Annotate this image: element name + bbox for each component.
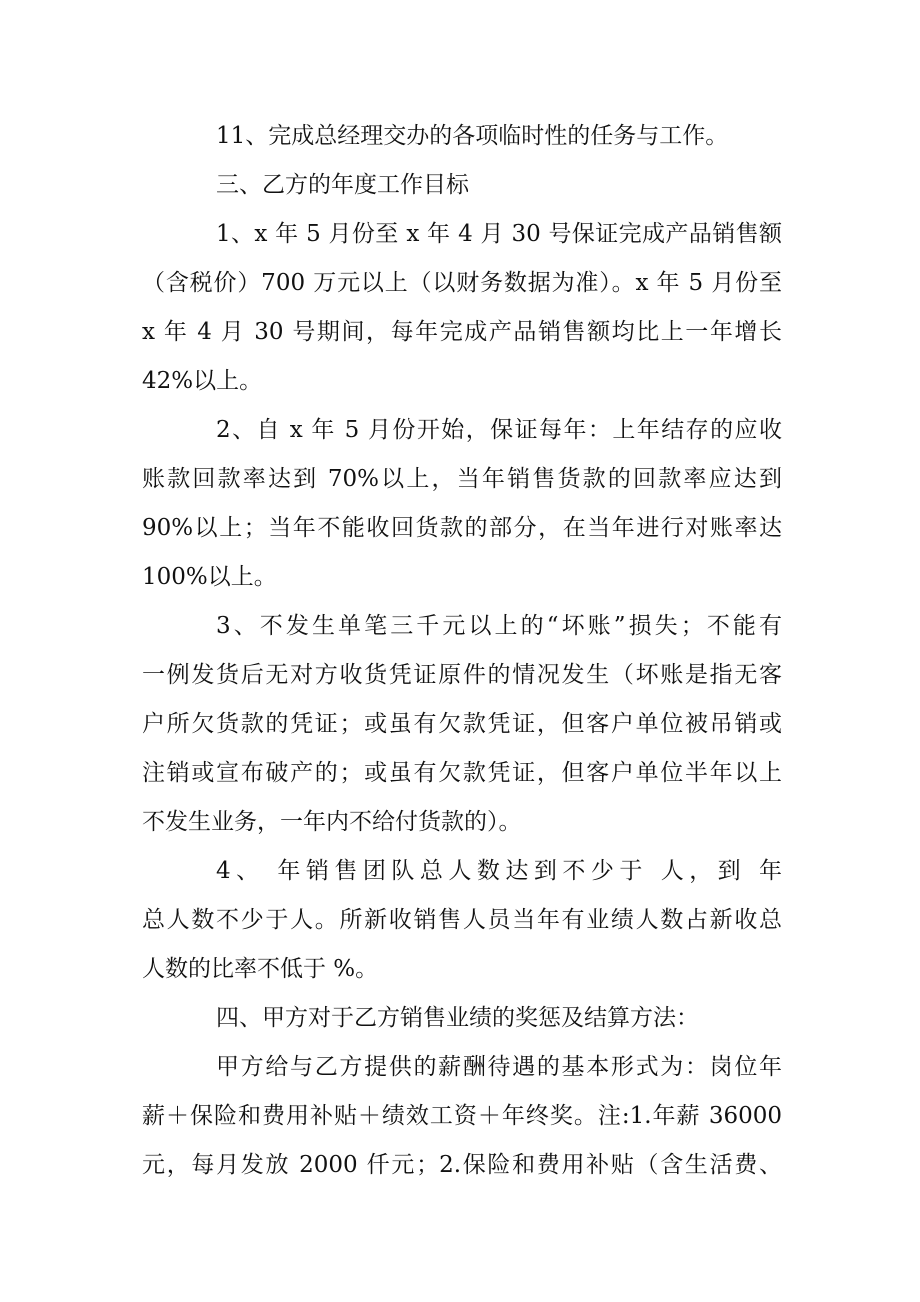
salary-line-1: 甲方给与乙方提供的薪酬待遇的基本形式为：岗位年 [216,1054,782,1080]
section-heading-4: 四、甲方对于乙方销售业绩的奖惩及结算方法： [216,1005,699,1031]
goal-1-line-2: （含税价）700 万元以上（以财务数据为准）。x 年 5 月份至 [142,270,782,296]
goal-3-line-3: 户所欠货款的凭证；或虽有欠款凭证，但客户单位被吊销或 [142,711,782,737]
goal-1-line-4: 42%以上。 [142,368,263,394]
goal-2-line-2: 账款回款率达到 70%以上，当年销售货款的回款率应达到 [142,466,782,492]
goal-2-line-1: 2、自 x 年 5 月份开始，保证每年：上年结存的应收 [216,417,782,443]
goal-2-line-3: 90%以上；当年不能收回货款的部分，在当年进行对账率达 [142,515,782,541]
goal-1-line-1: 1、x 年 5 月份至 x 年 4 月 30 号保证完成产品销售额 [216,221,782,247]
goal-4-line-1: 4、 年销售团队总人数达到不少于 人，到 年 [216,858,782,884]
goal-1-line-3: x 年 4 月 30 号期间，每年完成产品销售额均比上一年增长 [142,319,782,345]
goal-3-line-5: 不发生业务，一年内不给付货款的）。 [142,809,522,835]
section-heading-3: 三、乙方的年度工作目标 [216,172,469,198]
goal-4-line-2: 总人数不少于人。所新收销售人员当年有业绩人数占新收总 [142,907,782,933]
salary-line-2: 薪＋保险和费用补贴＋绩效工资＋年终奖。注:1.年薪 36000 [142,1103,782,1129]
paragraph-item-11: 11、完成总经理交办的各项临时性的任务与工作。 [216,123,729,149]
goal-3-line-1: 3、不发生单笔三千元以上的“坏账”损失；不能有 [216,613,782,639]
goal-3-line-4: 注销或宣布破产的；或虽有欠款凭证，但客户单位半年以上 [142,760,782,786]
goal-2-line-4: 100%以上。 [142,564,277,590]
goal-3-line-2: 一例发货后无对方收货凭证原件的情况发生（坏账是指无客 [142,662,782,688]
goal-4-line-3: 人数的比率不低于 %。 [142,956,379,982]
salary-line-3: 元，每月发放 2000 仟元；2.保险和费用补贴（含生活费、 [142,1152,782,1178]
document-body [142,112,782,1190]
